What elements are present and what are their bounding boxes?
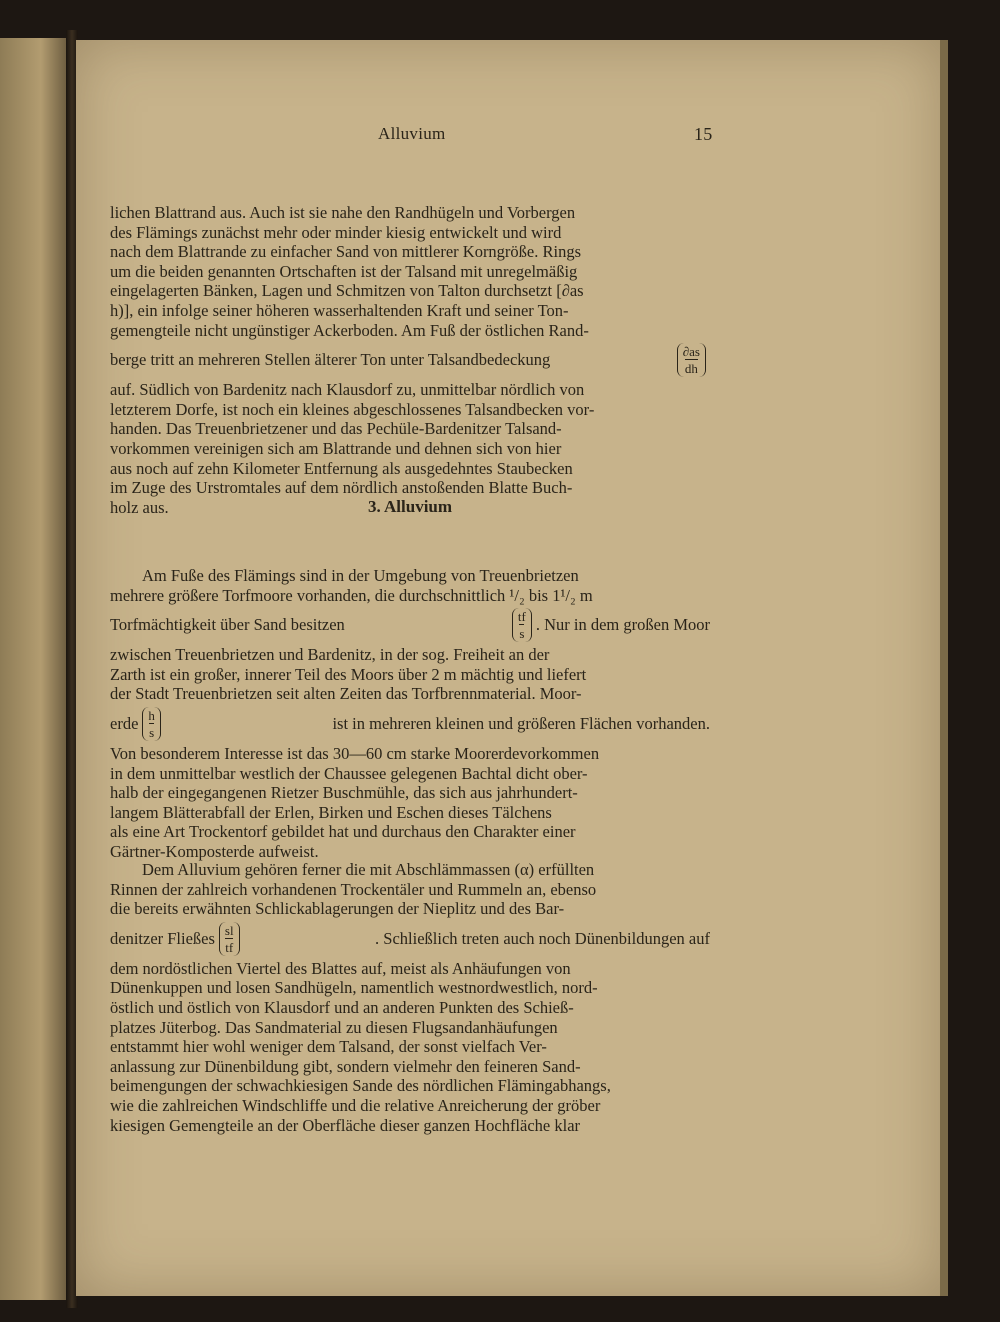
text-line: lichen Blattrand aus. Auch ist sie nahe den Randhügeln und Vorbergen	[110, 203, 576, 222]
text-line: Dünenkuppen und losen Sandhügeln, namentlich westnordwestlich, nord-	[110, 978, 598, 998]
text-line-with-fraction	[110, 343, 710, 377]
text-fragment: denitzer Fließes	[110, 928, 215, 948]
text-block-intro	[110, 203, 710, 517]
text-line: wie die zahlreichen Windschliffe und die relative Anreicherung der gröber	[110, 1095, 601, 1115]
text-line: im Zuge des Urstromtales auf dem nördlich anstoßenden Blatte Buch-	[110, 478, 573, 498]
text-line: in dem unmittelbar westlich der Chaussee gelegenen Bachtal dicht ober-	[110, 763, 588, 783]
text-line: der Stadt Treuenbrietzen seit alten Zeiten das Torfbrennmaterial. Moor-	[110, 684, 582, 704]
fraction-denominator: s	[149, 724, 155, 740]
text-line: letzterem Dorfe, ist noch ein kleines abgeschlossenes Talsandbecken vor-	[110, 399, 595, 419]
text-line: h)], ein infolge seiner höheren wasserhaltenden Kraft und seiner Ton-	[110, 300, 569, 320]
text-line: langem Blätterabfall der Erlen, Birken und Eschen dieses Tälchens	[110, 802, 552, 822]
text-line: die bereits erwähnten Schlickablagerungen der Nieplitz und des Bar-	[110, 899, 565, 919]
text-line: nach dem Blattrande zu einfacher Sand von mittlerer Korngröße. Rings	[110, 242, 582, 262]
text-fragment: . Nur in dem großen Moor	[535, 615, 710, 635]
text-line: Von besonderem Interesse ist das 30—60 cm starke Moorerdevorkommen	[110, 743, 600, 763]
text-line: Gärtner-Komposterde aufweist.	[110, 841, 319, 861]
text-line-with-fraction	[110, 922, 710, 956]
text-line: Zarth ist ein großer, innerer Teil des Moors über 2 m mächtig und liefert	[110, 664, 587, 684]
text-line: entstammt hier wohl weniger dem Talsand, der sonst vielfach Ver-	[110, 1037, 547, 1057]
text-line-with-fraction	[110, 608, 710, 642]
text-line: Dem Alluvium gehören ferner die mit Abschlämmassen (α) erfüllten	[142, 860, 595, 879]
previous-page-edge	[0, 38, 68, 1300]
text-line-with-fraction	[110, 707, 710, 741]
text-line: anlassung zur Dünenbildung gibt, sondern vielmehr den feineren Sand-	[110, 1056, 581, 1076]
text-line: gemengteile nicht ungünstiger Ackerboden. Am Fuß der östlichen Rand-	[110, 320, 589, 340]
text-line: beimengungen der schwachkiesigen Sande des nördlichen Flämingabhangs,	[110, 1076, 611, 1096]
text-line: aus noch auf zehn Kilometer Entfernung als ausgedehntes Staubecken	[110, 458, 573, 478]
page-number: 15	[694, 124, 713, 144]
text-line: holz aus.	[110, 497, 169, 517]
fraction-numerator: tf	[517, 609, 526, 625]
text-line: platzes Jüterbog. Das Sandmaterial zu diesen Flugsandanhäufungen	[110, 1017, 558, 1037]
map-symbol-fraction	[219, 922, 240, 956]
text-line: um die beiden genannten Ortschaften ist der Talsand mit unregelmäßig	[110, 261, 578, 281]
text-line: handen. Das Treuenbrietzener und das Pechüle-Bardenitzer Talsand-	[110, 419, 562, 439]
fraction-numerator: ∂as	[682, 344, 700, 360]
text-line: eingelagerten Bänken, Lagen und Schmitzen von Talton durchsetzt [∂as	[110, 281, 584, 301]
fraction-numerator: sl	[224, 922, 234, 938]
text-fragment: Torfmächtigkeit über Sand besitzen	[110, 615, 345, 635]
paragraph-torfmoore	[110, 566, 710, 862]
text-line: kiesigen Gemengteile an der Oberfläche dieser ganzen Hochfläche klar	[110, 1115, 581, 1135]
section-heading: 3. Alluvium	[367, 497, 453, 516]
map-symbol-fraction	[677, 343, 706, 377]
text-line: auf. Südlich von Bardenitz nach Klausdorf zu, unmittelbar nördlich von	[110, 380, 585, 400]
fraction-denominator: dh	[684, 361, 698, 377]
map-symbol-fraction	[142, 707, 161, 741]
map-symbol-fraction	[512, 608, 532, 642]
text-line: Rinnen der zahlreich vorhandenen Trockentäler und Rummeln an, ebenso	[110, 879, 597, 899]
text-line: Am Fuße des Flämings sind in der Umgebung von Treuenbrietzen	[142, 566, 579, 585]
text-fragment: ist in mehreren kleinen und größeren Flächen vorhanden.	[332, 714, 710, 734]
fraction-denominator: s	[519, 626, 525, 642]
text-fragment: berge tritt an mehreren Stellen älterer Ton unter Talsandbedeckung	[110, 350, 551, 370]
text-line: dem nordöstlichen Viertel des Blattes auf, meist als Anhäufungen von	[110, 958, 571, 978]
text-line: halb der eingegangenen Rietzer Buschmühle, das sich aus jahrhundert-	[110, 783, 578, 803]
text-fragment: . Schließlich treten auch noch Dünenbildungen auf	[375, 928, 710, 948]
text-fragment: erde	[110, 714, 139, 734]
paragraph-alluvium	[110, 860, 710, 1135]
text-line: vorkommen vereinigen sich am Blattrande und dehnen sich von hier	[110, 438, 562, 458]
text-line: des Flämings zunächst mehr oder minder kiesig entwickelt und wird	[110, 222, 562, 242]
text-line: mehrere größere Torfmoore vorhanden, die durchschnittlich ¹/₂ bis 1¹/₂ m	[110, 585, 593, 605]
page-edge	[940, 40, 948, 1296]
text-line: östlich und östlich von Klausdorf und an anderen Punkten des Schieß-	[110, 997, 574, 1017]
running-header: Alluvium	[378, 124, 446, 143]
fraction-numerator: h	[148, 707, 155, 723]
text-line: zwischen Treuenbrietzen und Bardenitz, in der sog. Freiheit an der	[110, 645, 550, 665]
fraction-denominator: tf	[225, 939, 234, 955]
text-line: als eine Art Trockentorf gebildet hat und durchaus den Charakter einer	[110, 822, 576, 842]
